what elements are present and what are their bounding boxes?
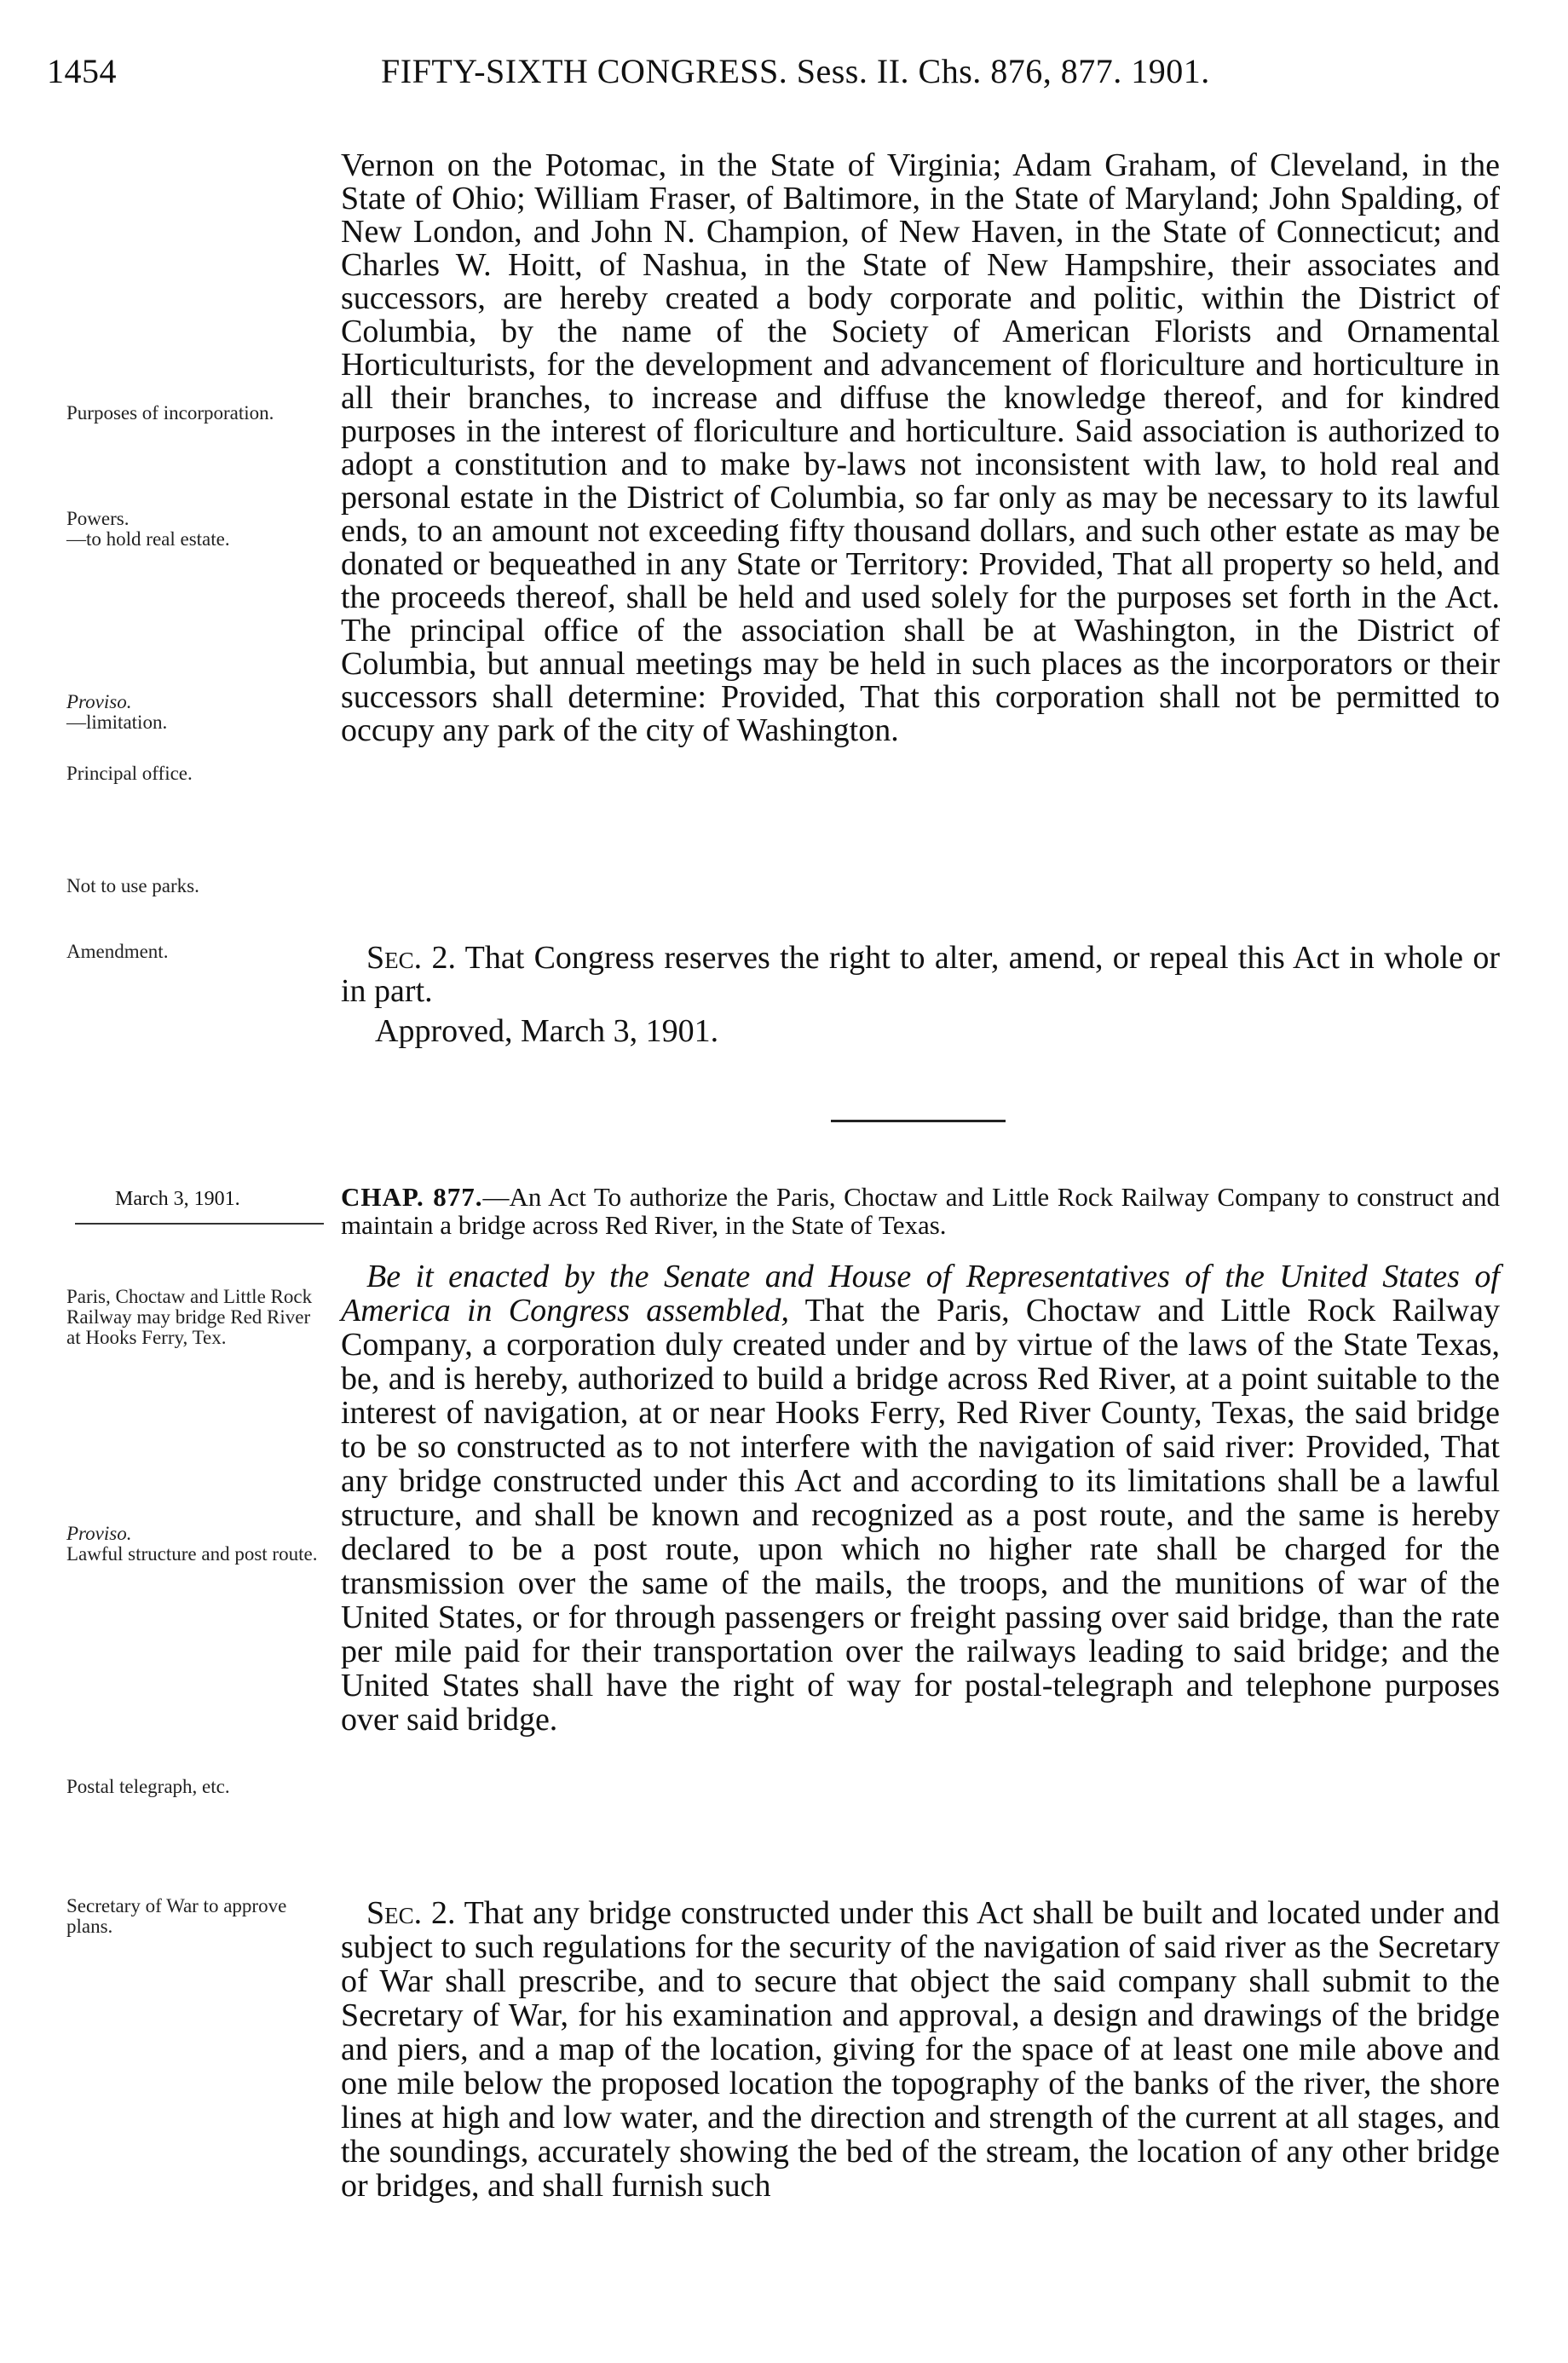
page-number: 1454 [47, 52, 117, 90]
margin-note-lawful: Lawful structure and post route. [66, 1543, 318, 1565]
enacting-clause: Be it enacted by the Senate and House of Representatives of the United States of America in Congress assembled, [341, 1259, 1500, 1328]
margin-note-secretary: Secretary of War to approve plans. [66, 1895, 287, 1937]
ch876-sec2-label: Sec. 2. [366, 940, 456, 976]
running-head [47, 51, 1496, 102]
margin-note-purposes: Purposes of incorporation. [66, 402, 274, 424]
running-title: FIFTY-SIXTH CONGRESS. Sess. II. Chs. 876, 877. 1901. [381, 52, 1210, 90]
margin-note-amendment: Amendment. [66, 941, 169, 962]
ch877-sec2 [341, 1896, 1500, 2203]
margin-note-real-estate: —to hold real estate. [66, 528, 230, 550]
margin-note-877-proviso: Proviso. [66, 1523, 132, 1544]
ch876-body: Vernon on the Potomac, in the State of Virginia; Adam Graham, of Cleveland, in the State of Ohio; William Fraser, of Baltimore, in the State of Maryland; John Spalding, of New London, and John N. Champion, of New Haven, in the State of Connecticut; and Charles W. Hoitt, of Nashua, in the State of New Hampshire, their associates and successors, are hereby created a body corporate and politic, within the District of Columbia, by the name of the Society of American Florists and Ornamental Horticulturists, for the development and advancement of floriculture and horticulture in all their branches, to increase and diffuse the knowledge thereof, and for kindred purposes in the interest of floriculture and horticulture. Said association is authorized to adopt a constitution and to make by-laws not inconsistent with law, to hold real and personal estate in the District of Columbia, so far only as may be necessary to its lawful ends, to an amount not exceeding fifty thousand dollars, and such other estate as may be donated or bequeathed in any State or Territory: Provided, That all property so held, and the proceeds thereof, shall be held and used solely for the purposes set forth in the Act. The principal office of the association shall be at Washington, in the District of Columbia, but annual meetings may be held in such places as the incorporators or their successors shall determine: Provided, That this corporation shall not be permitted to occupy any park of the city of Washington. [341, 147, 1500, 748]
date-rule [75, 1223, 324, 1225]
ch876-sec2 [341, 942, 1500, 1008]
ch877-sec2-label: Sec. 2. [366, 1895, 456, 1931]
margin-note-powers: Powers. [66, 508, 130, 529]
chapter-heading [341, 1183, 1500, 1239]
chapter-label: CHAP. 877. [341, 1182, 483, 1212]
approved-line: Approved, March 3, 1901. [375, 1013, 719, 1049]
ch877-body [341, 1259, 1500, 1737]
chapter-title: —An Act To authorize the Paris, Choctaw and Little Rock Railway Company to construct and maintain a bridge across Red River, in the State of Texas. [341, 1182, 1500, 1240]
margin-note-limitation: —limitation. [66, 712, 168, 733]
margin-note-parks: Not to use parks. [66, 875, 199, 896]
margin-note-postal: Postal telegraph, etc. [66, 1776, 230, 1797]
ch877-body-text: That the Paris, Choctaw and Little Rock Railway Company, a corporation duly created under and by virtue of the laws of the State Texas, be, and is hereby, authorized to build a bridge across Red River, at a point suitable to the interest of navigation, at or near Hooks Ferry, Red River County, Texas, the said bridge to be so constructed as to not interfere with the navigation of said river: Provided, That any bridge constructed under this Act and according to its limitations shall be a lawful structure, and shall be known and recognized as a post route, and the same is hereby declared to be a post route, upon which no higher rate shall be charged for the transmission over the same of the mails, the troops, and the munitions of war of the United States, or for through passengers or freight passing over said bridge, than the rate per mile paid for their transportation over the railways leading to said bridge; and the United States shall have the right of way for postal-telegraph and telephone purposes over said bridge. [341, 1293, 1500, 1738]
margin-note-principal-office: Principal office. [66, 763, 193, 784]
ch877-sec2-text: That any bridge constructed under this Act shall be built and located under and subject to such regulations for the security of the navigation of said river as the Secretary of War shall prescribe, and to secure that object the said company shall submit to the Secretary of War, for his examination and approval, a design and drawings of the bridge and piers, and a map of the location, giving for the space of at least one mile above and one mile below the proposed location the topography of the banks of the river, the shore lines at high and low water, and the direction and strength of the current at all stages, and the soundings, accurately showing the bed of the stream, the location of any other bridge or bridges, and shall furnish such [341, 1895, 1500, 2204]
margin-note-proviso: Proviso. [66, 691, 132, 712]
margin-note-authority: Paris, Choctaw and Little Rock Railway may bridge Red River at Hooks Ferry, Tex. [66, 1286, 313, 1348]
chapter-date: March 3, 1901. [115, 1188, 240, 1210]
ch876-sec2-text: That Congress reserves the right to alter, amend, or repeal this Act in whole or in part. [341, 940, 1500, 1009]
section-divider [831, 1120, 1006, 1122]
